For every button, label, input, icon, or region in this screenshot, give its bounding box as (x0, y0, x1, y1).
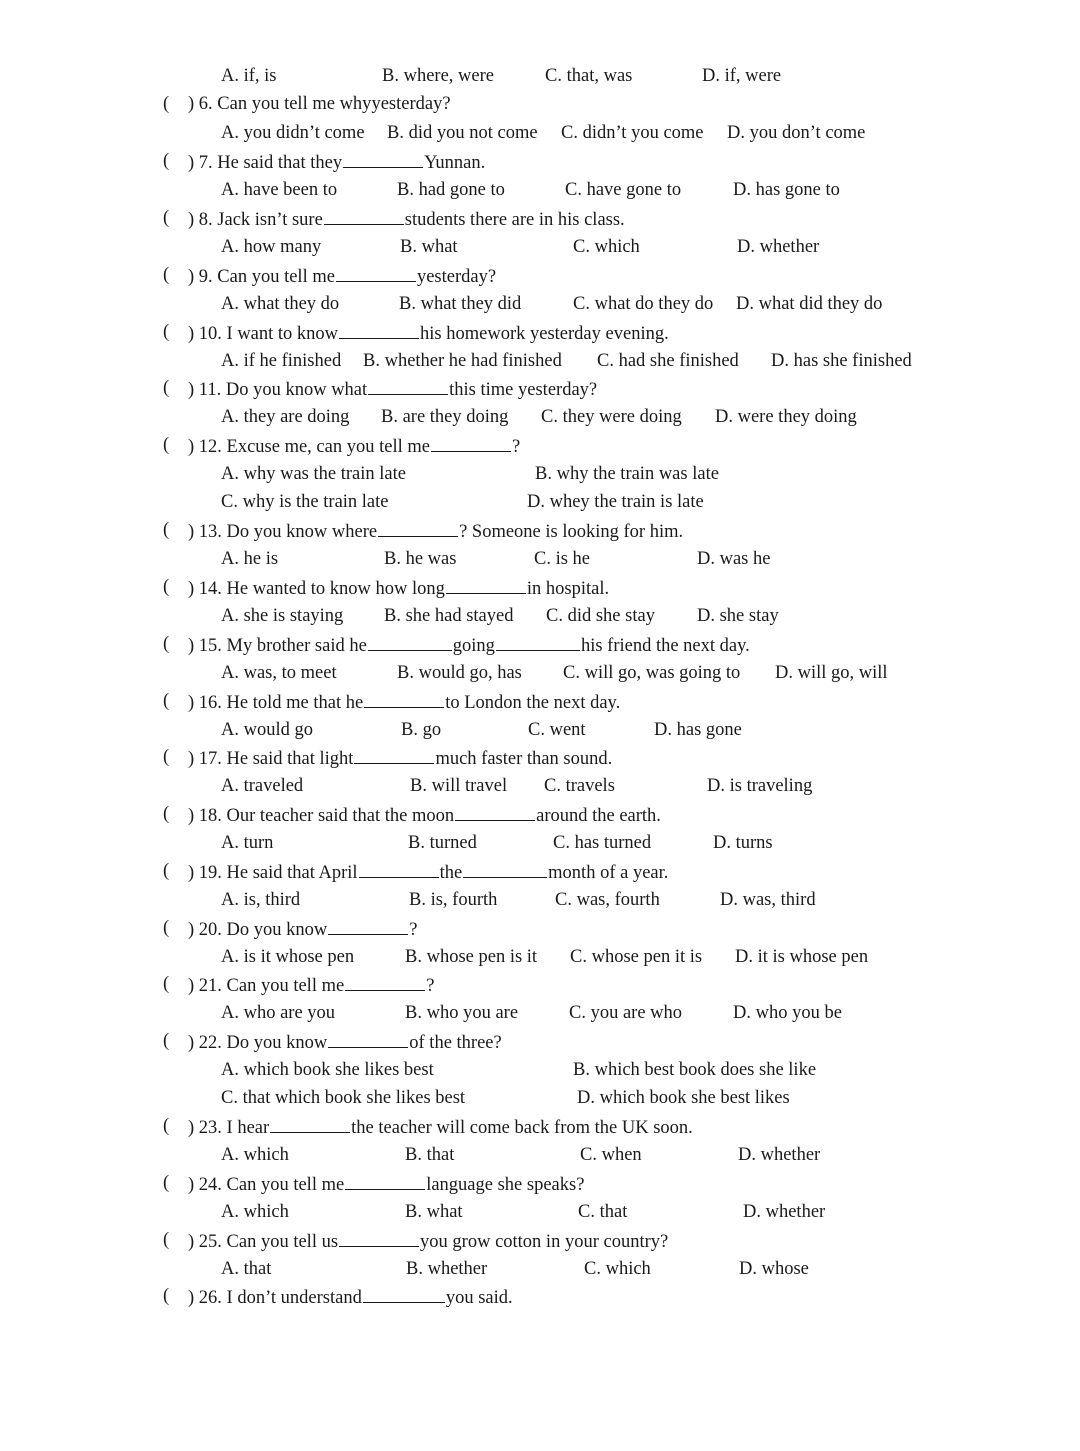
option[interactable]: B. why the train was late (535, 463, 719, 484)
answer-blank[interactable] (496, 630, 580, 651)
answer-paren[interactable]: ( (163, 208, 170, 228)
stem-text: his homework yesterday evening. (420, 324, 669, 344)
stem-text: ) 23. I hear (188, 1118, 270, 1138)
option[interactable]: D. has she finished (771, 350, 912, 371)
stem-text: ? Someone is looking for him. (459, 522, 684, 542)
stem-text: you grow cotton in your country? (420, 1232, 669, 1252)
option[interactable]: C. when (580, 1144, 642, 1165)
answer-blank[interactable] (270, 1112, 350, 1133)
option[interactable]: C. you are who (569, 1002, 683, 1023)
answer-blank[interactable] (354, 743, 434, 764)
option[interactable]: C. did she stay (546, 605, 655, 626)
answer-paren[interactable]: ( (163, 322, 170, 342)
answer-paren[interactable]: ( (163, 747, 170, 767)
option[interactable]: C. which (573, 236, 640, 257)
answer-paren[interactable]: ( (163, 861, 170, 881)
option[interactable]: B. turned (408, 832, 477, 853)
stem-text: ) 9. Can you tell me (188, 267, 335, 287)
question-stem (188, 1282, 513, 1312)
question-stem (188, 1169, 584, 1199)
option[interactable]: C. what do they do (573, 293, 714, 314)
stem-text: ) 15. My brother said he (188, 636, 367, 656)
answer-blank[interactable] (378, 516, 458, 537)
answer-blank[interactable] (339, 1226, 419, 1247)
answer-blank[interactable] (431, 431, 511, 452)
stem-text: to London the next day. (445, 693, 621, 713)
option[interactable]: C. is he (534, 548, 591, 569)
question-stem (188, 857, 668, 887)
option[interactable]: B. go (401, 719, 442, 740)
answer-blank[interactable] (328, 1027, 408, 1048)
option[interactable]: A. which (221, 1201, 289, 1222)
answer-paren[interactable]: ( (163, 1230, 170, 1250)
stem-text: ) 7. He said that they (188, 153, 343, 173)
stem-text: of the three? (409, 1033, 502, 1053)
answer-blank[interactable] (363, 1282, 445, 1303)
answer-paren[interactable]: ( (163, 804, 170, 824)
answer-blank[interactable] (368, 630, 452, 651)
stem-text: Yunnan. (424, 153, 486, 173)
option[interactable]: D. what did they do (736, 293, 883, 314)
answer-paren[interactable]: ( (163, 94, 170, 114)
option[interactable]: D. whether (737, 236, 820, 257)
option[interactable]: B. is, fourth (409, 889, 498, 910)
option[interactable]: A. have been to (221, 179, 338, 200)
answer-blank[interactable] (455, 800, 535, 821)
option[interactable]: B. that (405, 1144, 455, 1165)
option[interactable]: A. which book she likes best (221, 1059, 434, 1080)
question-stem (188, 970, 434, 1000)
stem-text: ) 25. Can you tell us (188, 1232, 339, 1252)
option[interactable]: C. which (584, 1258, 651, 1279)
stem-text: ) 12. Excuse me, can you tell me (188, 437, 430, 457)
answer-blank[interactable] (345, 1169, 425, 1190)
option[interactable]: A. they are doing (221, 406, 350, 427)
stem-text: students there are in his class. (404, 210, 625, 230)
option[interactable]: D. has gone (654, 719, 742, 740)
option[interactable]: B. whether (406, 1258, 488, 1279)
option[interactable]: D. was he (697, 548, 771, 569)
stem-text: ) 21. Can you tell me (188, 976, 345, 996)
option[interactable]: D. who you be (733, 1002, 842, 1023)
option[interactable]: A. was, to meet (221, 662, 337, 683)
question-stem (188, 90, 451, 118)
answer-paren[interactable]: ( (163, 1173, 170, 1193)
option[interactable]: B. what they did (399, 293, 522, 314)
answer-paren[interactable]: ( (163, 1031, 170, 1051)
stem-text: ) 16. He told me that he (188, 693, 364, 713)
option[interactable]: B. did you not come (387, 122, 538, 143)
answer-blank[interactable] (339, 318, 419, 339)
option[interactable]: B. he was (384, 548, 457, 569)
option[interactable]: B. which best book does she like (573, 1059, 817, 1080)
option[interactable]: D. which book she best likes (577, 1088, 790, 1108)
option[interactable]: B. what (400, 236, 458, 257)
stem-text: in hospital. (526, 579, 610, 599)
answer-blank[interactable] (368, 374, 448, 395)
question-stem (188, 800, 661, 830)
option[interactable]: C. that (578, 1201, 628, 1222)
option[interactable]: C. will go, was going to (563, 662, 741, 683)
question-stem (188, 147, 485, 177)
option: B. where, were (382, 66, 494, 86)
question-stem (188, 914, 417, 944)
option[interactable]: A. who are you (221, 1002, 336, 1023)
option[interactable]: A. she is staying (221, 605, 344, 626)
answer-paren[interactable]: ( (163, 1116, 170, 1136)
answer-paren[interactable]: ( (163, 577, 170, 597)
question-stem (188, 204, 625, 234)
stem-text: yesterday? (416, 267, 497, 287)
question-stem (188, 374, 597, 404)
answer-paren[interactable]: ( (163, 974, 170, 994)
option[interactable]: C. went (528, 719, 586, 740)
option[interactable]: D. it is whose pen (735, 946, 869, 967)
option[interactable]: C. have gone to (565, 179, 682, 200)
option[interactable]: A. is it whose pen (221, 946, 355, 967)
option[interactable]: A. if he finished (221, 350, 342, 371)
option: D. if, were (702, 66, 782, 86)
option[interactable]: A. traveled (221, 775, 304, 796)
option[interactable]: C. travels (544, 775, 615, 796)
stem-text: ) 10. I want to know (188, 324, 339, 344)
answer-paren[interactable]: ( (163, 435, 170, 455)
option[interactable]: B. whose pen is it (405, 946, 538, 967)
option: A. if, is (221, 66, 277, 86)
answer-paren[interactable]: ( (163, 691, 170, 711)
option[interactable]: C. has turned (553, 832, 652, 853)
question-stem (188, 318, 669, 348)
stem-text: you said. (445, 1288, 513, 1308)
option[interactable]: A. that (221, 1258, 272, 1279)
option[interactable]: D. is traveling (707, 775, 813, 796)
option[interactable]: A. why was the train late (221, 463, 406, 484)
answer-blank[interactable] (446, 573, 526, 594)
answer-blank[interactable] (463, 857, 547, 878)
option[interactable]: B. who you are (405, 1002, 519, 1023)
stem-text: ) 8. Jack isn’t sure (188, 210, 323, 230)
stem-text: ) 26. I don’t understand (188, 1288, 362, 1308)
stem-text: ? (409, 920, 418, 940)
question-stem (188, 1112, 693, 1142)
option: C. that, was (545, 66, 633, 86)
question-stem (188, 743, 612, 773)
stem-text: around the earth. (536, 806, 661, 826)
option[interactable]: C. that which book she likes best (221, 1088, 466, 1108)
stem-text: ? (511, 437, 521, 457)
option[interactable]: C. whose pen it is (570, 946, 703, 967)
answer-blank[interactable] (345, 970, 425, 991)
answer-blank[interactable] (359, 857, 439, 878)
option[interactable]: C. didn’t you come (561, 122, 704, 143)
option[interactable]: B. are they doing (381, 406, 509, 427)
option[interactable]: D. whether (738, 1144, 821, 1165)
question-stem (188, 1226, 668, 1256)
stem-text: his friend the next day. (580, 636, 750, 656)
option[interactable]: B. will travel (410, 775, 508, 796)
answer-paren[interactable]: ( (163, 918, 170, 938)
answer-paren[interactable]: ( (163, 378, 170, 398)
option[interactable]: D. has gone to (733, 179, 840, 200)
option[interactable]: A. which (221, 1144, 289, 1165)
stem-text: ) 11. Do you know what (188, 380, 368, 400)
answer-paren[interactable]: ( (163, 634, 170, 654)
option[interactable]: A. he is (221, 548, 279, 569)
option[interactable]: B. she had stayed (384, 605, 514, 626)
option[interactable]: B. would go, has (397, 662, 522, 683)
option[interactable]: A. you didn’t come (221, 122, 365, 143)
option[interactable]: D. whey the train is late (527, 492, 704, 512)
option[interactable]: D. will go, will (775, 662, 888, 683)
stem-text: yesterday? (371, 94, 451, 114)
stem-text: ) 17. He said that light (188, 749, 354, 769)
stem-text: going (452, 636, 495, 656)
stem-text: ? (426, 976, 435, 996)
stem-text: ) 19. He said that April (188, 863, 358, 883)
option[interactable]: D. whether (743, 1201, 826, 1222)
stem-text: the teacher will come back from the UK soon. (351, 1118, 693, 1138)
answer-blank[interactable] (324, 204, 404, 225)
stem-text: ) 18. Our teacher said that the moon (188, 806, 455, 826)
question-stem (188, 261, 496, 291)
stem-text: ) 22. Do you know (188, 1033, 328, 1053)
question-stem (188, 516, 683, 546)
question-stem (188, 431, 520, 461)
option[interactable]: A. is, third (221, 889, 301, 910)
option[interactable]: C. had she finished (597, 350, 739, 371)
stem-text: ) 20. Do you know (188, 920, 328, 940)
question-stem (188, 630, 750, 660)
option[interactable]: A. turn (221, 832, 274, 853)
stem-text: ) 14. He wanted to know how long (188, 579, 445, 599)
answer-blank[interactable] (328, 914, 408, 935)
option[interactable]: B. whether he had finished (363, 350, 562, 371)
answer-blank[interactable] (364, 687, 444, 708)
option[interactable]: D. turns (713, 832, 773, 853)
answer-paren[interactable]: ( (163, 1286, 170, 1306)
stem-text: language she speaks? (426, 1175, 585, 1195)
stem-text: month of a year. (548, 863, 669, 883)
option[interactable]: A. what they do (221, 293, 340, 314)
question-stem (188, 573, 609, 603)
stem-text: much faster than sound. (435, 749, 613, 769)
answer-blank[interactable] (343, 147, 423, 168)
option[interactable]: D. was, third (720, 889, 816, 910)
option[interactable]: B. had gone to (397, 179, 505, 200)
stem-text: the (439, 863, 463, 883)
option[interactable]: C. why is the train late (221, 492, 389, 512)
option[interactable]: D. she stay (697, 605, 779, 626)
question-stem (188, 687, 620, 717)
option[interactable]: A. would go (221, 719, 313, 740)
stem-text: ) 24. Can you tell me (188, 1175, 345, 1195)
option[interactable]: C. was, fourth (555, 889, 660, 910)
question-stem (188, 1027, 502, 1057)
answer-blank[interactable] (336, 261, 416, 282)
stem-text: this time yesterday? (449, 380, 598, 400)
answer-paren[interactable]: ( (163, 151, 170, 171)
option[interactable]: C. they were doing (541, 406, 682, 427)
stem-text: ) 6. Can you tell me why (188, 94, 372, 114)
option[interactable]: D. you don’t come (727, 122, 866, 143)
option[interactable]: D. were they doing (715, 406, 857, 427)
stem-text: ) 13. Do you know where (188, 522, 378, 542)
option[interactable]: B. what (405, 1201, 463, 1222)
answer-paren[interactable]: ( (163, 265, 170, 285)
option[interactable]: A. how many (221, 236, 322, 257)
option[interactable]: D. whose (739, 1258, 809, 1279)
answer-paren[interactable]: ( (163, 520, 170, 540)
